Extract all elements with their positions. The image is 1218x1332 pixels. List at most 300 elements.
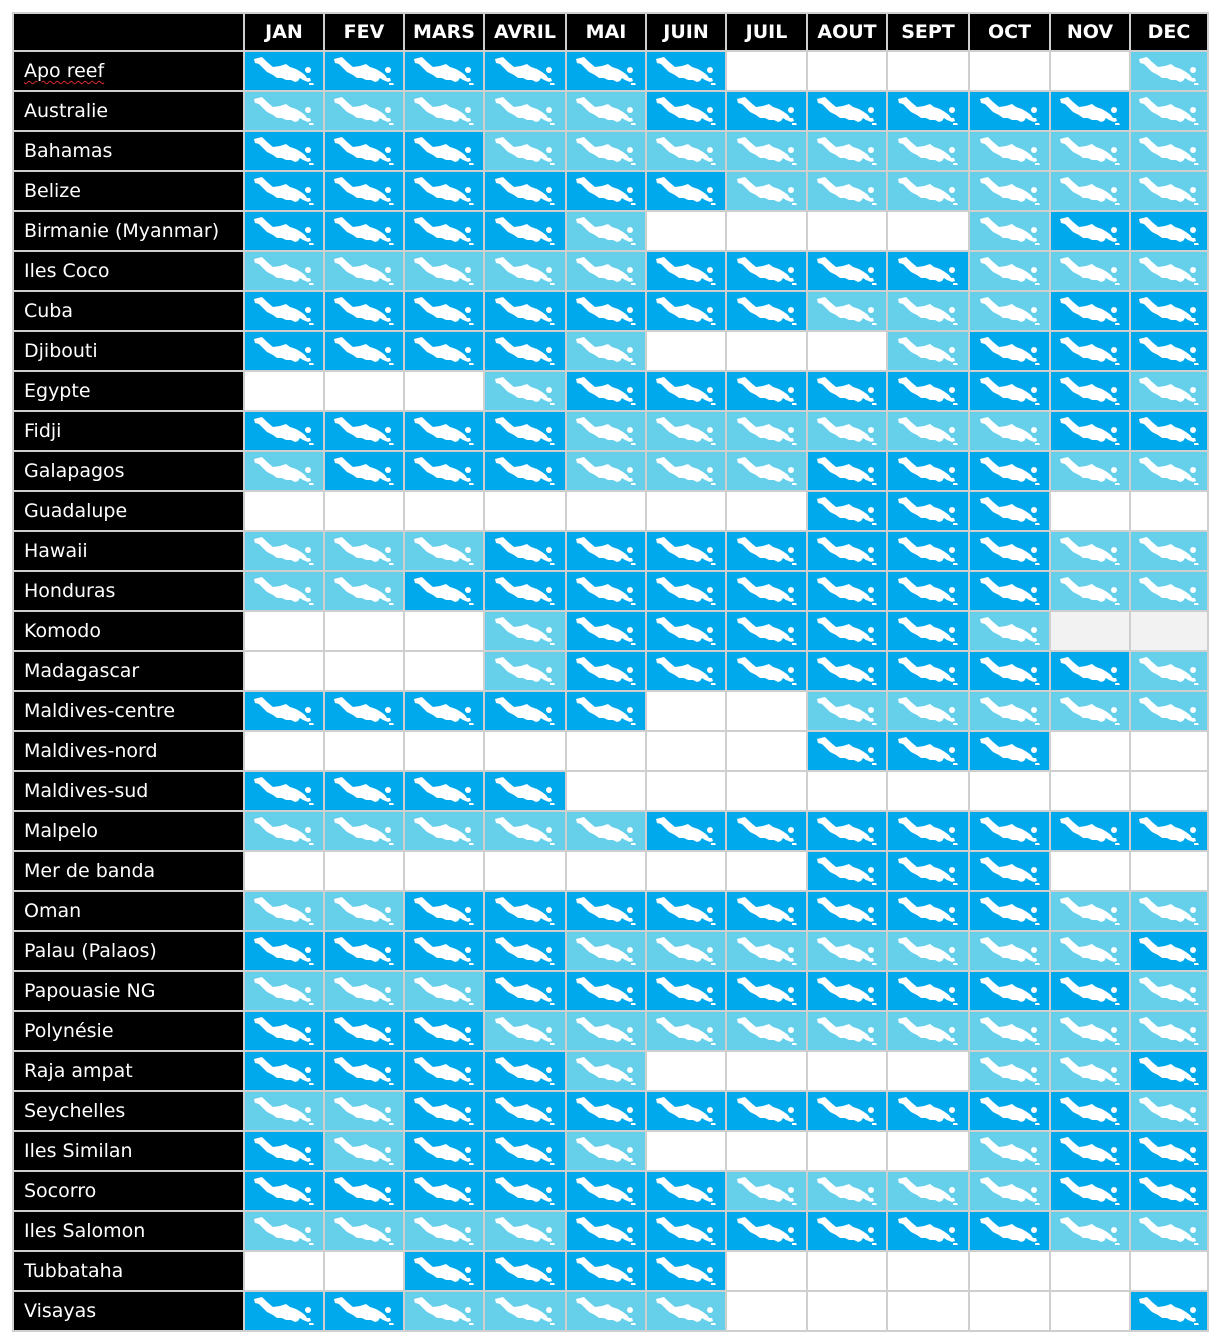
scuba-diver-icon (1051, 1136, 1129, 1166)
season-cell (404, 571, 484, 611)
scuba-diver-icon (405, 976, 483, 1006)
scuba-diver-icon (485, 1176, 565, 1206)
season-cell (887, 611, 969, 651)
season-cell (969, 371, 1050, 411)
season-cell (566, 811, 646, 851)
scuba-diver-icon (325, 896, 403, 926)
season-cell (244, 531, 324, 571)
destination-name: Oman (24, 900, 82, 922)
scuba-diver-icon (1051, 136, 1129, 166)
scuba-diver-icon (1131, 1056, 1207, 1086)
season-cell (646, 571, 726, 611)
season-cell (887, 531, 969, 571)
season-cell (244, 291, 324, 331)
season-cell (404, 371, 484, 411)
table-row (13, 371, 1208, 411)
season-cell (1130, 651, 1208, 691)
month-header: OCT (969, 13, 1050, 51)
season-cell (484, 1211, 566, 1251)
season-cell (1130, 1051, 1208, 1091)
season-cell (887, 971, 969, 1011)
table-row (13, 251, 1208, 291)
scuba-diver-icon (970, 1136, 1049, 1166)
destination-name: Cuba (24, 300, 74, 322)
season-cell (726, 971, 807, 1011)
season-cell (807, 91, 887, 131)
season-cell (566, 91, 646, 131)
season-cell (324, 1171, 404, 1211)
season-cell (807, 1171, 887, 1211)
season-cell (324, 811, 404, 851)
season-cell (807, 171, 887, 211)
season-cell (646, 691, 726, 731)
destination-label (13, 811, 244, 851)
season-cell (646, 651, 726, 691)
scuba-diver-icon (808, 256, 886, 286)
season-cell (566, 1091, 646, 1131)
season-cell (1130, 1251, 1208, 1291)
season-cell (726, 771, 807, 811)
season-cell (1130, 451, 1208, 491)
season-cell (1130, 931, 1208, 971)
scuba-diver-icon (808, 896, 886, 926)
scuba-diver-icon (647, 656, 725, 686)
scuba-diver-icon (970, 216, 1049, 246)
scuba-diver-icon (970, 736, 1049, 766)
season-cell (324, 691, 404, 731)
destination-label (13, 491, 244, 531)
season-cell (646, 1171, 726, 1211)
scuba-diver-icon (970, 256, 1049, 286)
season-cell (404, 1011, 484, 1051)
scuba-diver-icon (485, 256, 565, 286)
scuba-diver-icon (245, 456, 323, 486)
season-cell (324, 331, 404, 371)
scuba-diver-icon (1051, 256, 1129, 286)
scuba-diver-icon (808, 296, 886, 326)
season-cell (646, 731, 726, 771)
season-cell (646, 931, 726, 971)
dive-season-calendar (12, 12, 1209, 1332)
scuba-diver-icon (245, 416, 323, 446)
destination-name: Raja ampat (24, 1060, 133, 1082)
scuba-diver-icon (647, 616, 725, 646)
destination-name: Maldives-centre (24, 700, 176, 722)
scuba-diver-icon (1051, 1016, 1129, 1046)
destination-name: Polynésie (24, 1020, 114, 1042)
season-cell (726, 1171, 807, 1211)
season-cell (566, 371, 646, 411)
season-cell (726, 291, 807, 331)
scuba-diver-icon (647, 896, 725, 926)
destination-label (13, 211, 244, 251)
season-cell (1050, 1011, 1130, 1051)
season-cell (244, 971, 324, 1011)
season-cell (726, 811, 807, 851)
table-row (13, 651, 1208, 691)
table-row (13, 411, 1208, 451)
season-cell (646, 491, 726, 531)
season-cell (324, 291, 404, 331)
scuba-diver-icon (485, 576, 565, 606)
season-cell (646, 1091, 726, 1131)
season-cell (887, 1011, 969, 1051)
season-cell (1050, 291, 1130, 331)
scuba-diver-icon (888, 1176, 968, 1206)
season-cell (1130, 531, 1208, 571)
season-cell (404, 691, 484, 731)
season-cell (404, 91, 484, 131)
scuba-diver-icon (1131, 1016, 1207, 1046)
season-cell (324, 891, 404, 931)
season-cell (484, 691, 566, 731)
season-cell (646, 1211, 726, 1251)
scuba-diver-icon (325, 976, 403, 1006)
scuba-diver-icon (727, 96, 806, 126)
season-cell (807, 51, 887, 91)
destination-label (13, 1011, 244, 1051)
season-cell (969, 411, 1050, 451)
scuba-diver-icon (567, 576, 645, 606)
season-cell (566, 731, 646, 771)
season-cell (566, 931, 646, 971)
season-cell (726, 1251, 807, 1291)
destination-label (13, 1171, 244, 1211)
scuba-diver-icon (727, 416, 806, 446)
scuba-diver-icon (1051, 816, 1129, 846)
scuba-diver-icon (485, 536, 565, 566)
destination-name: Djibouti (24, 340, 98, 362)
scuba-diver-icon (888, 656, 968, 686)
scuba-diver-icon (727, 816, 806, 846)
season-cell (969, 251, 1050, 291)
season-cell (566, 131, 646, 171)
season-cell (566, 331, 646, 371)
scuba-diver-icon (245, 896, 323, 926)
season-cell (244, 1211, 324, 1251)
scuba-diver-icon (1131, 296, 1207, 326)
scuba-diver-icon (485, 136, 565, 166)
season-cell (1130, 1291, 1208, 1331)
season-cell (726, 1291, 807, 1331)
scuba-diver-icon (808, 1016, 886, 1046)
season-cell (887, 651, 969, 691)
season-cell (244, 211, 324, 251)
season-cell (807, 1011, 887, 1051)
scuba-diver-icon (485, 376, 565, 406)
season-cell (726, 1011, 807, 1051)
scuba-diver-icon (808, 976, 886, 1006)
scuba-diver-icon (567, 696, 645, 726)
scuba-diver-icon (567, 936, 645, 966)
scuba-diver-icon (888, 456, 968, 486)
season-cell (484, 91, 566, 131)
season-cell (1050, 171, 1130, 211)
scuba-diver-icon (1131, 456, 1207, 486)
scuba-diver-icon (970, 976, 1049, 1006)
scuba-diver-icon (1131, 896, 1207, 926)
destination-label (13, 531, 244, 571)
scuba-diver-icon (245, 136, 323, 166)
scuba-diver-icon (405, 256, 483, 286)
scuba-diver-icon (567, 216, 645, 246)
scuba-diver-icon (567, 1216, 645, 1246)
season-cell (887, 891, 969, 931)
season-cell (887, 131, 969, 171)
scuba-diver-icon (485, 216, 565, 246)
season-cell (1050, 1171, 1130, 1211)
season-cell (566, 411, 646, 451)
season-cell (1050, 491, 1130, 531)
season-cell (404, 451, 484, 491)
season-cell (1130, 611, 1208, 651)
season-cell (1050, 1291, 1130, 1331)
scuba-diver-icon (647, 176, 725, 206)
scuba-diver-icon (970, 96, 1049, 126)
table-row (13, 1011, 1208, 1051)
season-cell (1130, 411, 1208, 451)
season-cell (1050, 891, 1130, 931)
season-cell (807, 611, 887, 651)
header-row (13, 13, 1208, 51)
scuba-diver-icon (485, 1016, 565, 1046)
season-cell (1130, 1131, 1208, 1171)
scuba-diver-icon (485, 416, 565, 446)
scuba-diver-icon (1131, 376, 1207, 406)
season-cell (807, 891, 887, 931)
season-cell (566, 851, 646, 891)
season-cell (244, 1051, 324, 1091)
table-row (13, 1251, 1208, 1291)
season-cell (1050, 331, 1130, 371)
scuba-diver-icon (647, 1016, 725, 1046)
destination-label (13, 451, 244, 491)
scuba-diver-icon (405, 216, 483, 246)
scuba-diver-icon (485, 96, 565, 126)
season-cell (1130, 1091, 1208, 1131)
scuba-diver-icon (405, 936, 483, 966)
season-cell (404, 51, 484, 91)
season-cell (244, 611, 324, 651)
season-cell (404, 851, 484, 891)
table-row (13, 811, 1208, 851)
table-row (13, 531, 1208, 571)
season-cell (484, 451, 566, 491)
scuba-diver-icon (808, 696, 886, 726)
destination-label (13, 771, 244, 811)
scuba-diver-icon (485, 616, 565, 646)
scuba-diver-icon (245, 1296, 323, 1326)
season-cell (244, 131, 324, 171)
scuba-diver-icon (325, 776, 403, 806)
scuba-diver-icon (567, 1176, 645, 1206)
scuba-diver-icon (405, 816, 483, 846)
season-cell (404, 1211, 484, 1251)
scuba-diver-icon (245, 696, 323, 726)
season-cell (484, 611, 566, 651)
scuba-diver-icon (1051, 936, 1129, 966)
calendar-body (13, 51, 1208, 1331)
scuba-diver-icon (888, 896, 968, 926)
scuba-diver-icon (405, 1256, 483, 1286)
season-cell (484, 411, 566, 451)
scuba-diver-icon (567, 656, 645, 686)
season-cell (1130, 91, 1208, 131)
season-cell (1130, 291, 1208, 331)
scuba-diver-icon (567, 1136, 645, 1166)
season-cell (726, 1211, 807, 1251)
season-cell (404, 1171, 484, 1211)
month-header: DEC (1130, 13, 1208, 51)
season-cell (887, 1051, 969, 1091)
season-cell (969, 851, 1050, 891)
scuba-diver-icon (1131, 656, 1207, 686)
scuba-diver-icon (1131, 56, 1207, 86)
season-cell (807, 211, 887, 251)
season-cell (1050, 451, 1130, 491)
season-cell (1130, 331, 1208, 371)
scuba-diver-icon (567, 56, 645, 86)
scuba-diver-icon (485, 656, 565, 686)
table-row (13, 91, 1208, 131)
season-cell (646, 331, 726, 371)
season-cell (324, 531, 404, 571)
season-cell (1130, 771, 1208, 811)
season-cell (566, 771, 646, 811)
scuba-diver-icon (567, 176, 645, 206)
scuba-diver-icon (888, 816, 968, 846)
season-cell (484, 931, 566, 971)
scuba-diver-icon (245, 1136, 323, 1166)
destination-name: Egypte (24, 380, 91, 402)
scuba-diver-icon (1131, 536, 1207, 566)
table-row (13, 451, 1208, 491)
season-cell (807, 851, 887, 891)
scuba-diver-icon (970, 896, 1049, 926)
season-cell (404, 931, 484, 971)
table-row (13, 291, 1208, 331)
season-cell (726, 1131, 807, 1171)
season-cell (726, 611, 807, 651)
season-cell (726, 1051, 807, 1091)
season-cell (726, 211, 807, 251)
scuba-diver-icon (1051, 376, 1129, 406)
season-cell (244, 1091, 324, 1131)
scuba-diver-icon (567, 296, 645, 326)
season-cell (807, 651, 887, 691)
season-cell (1130, 171, 1208, 211)
scuba-diver-icon (325, 296, 403, 326)
scuba-diver-icon (647, 576, 725, 606)
season-cell (1130, 691, 1208, 731)
season-cell (1130, 1211, 1208, 1251)
season-cell (566, 1051, 646, 1091)
scuba-diver-icon (1131, 216, 1207, 246)
destination-name: Honduras (24, 580, 116, 602)
season-cell (1050, 971, 1130, 1011)
scuba-diver-icon (970, 376, 1049, 406)
scuba-diver-icon (647, 296, 725, 326)
season-cell (1130, 211, 1208, 251)
season-cell (969, 1251, 1050, 1291)
scuba-diver-icon (888, 296, 968, 326)
season-cell (324, 491, 404, 531)
scuba-diver-icon (808, 576, 886, 606)
scuba-diver-icon (970, 616, 1049, 646)
scuba-diver-icon (485, 1096, 565, 1126)
season-cell (969, 811, 1050, 851)
season-cell (726, 931, 807, 971)
scuba-diver-icon (567, 976, 645, 1006)
season-cell (244, 1131, 324, 1171)
season-cell (969, 131, 1050, 171)
season-cell (566, 611, 646, 651)
scuba-diver-icon (325, 1296, 403, 1326)
season-cell (324, 91, 404, 131)
scuba-diver-icon (888, 496, 968, 526)
scuba-diver-icon (325, 136, 403, 166)
season-cell (566, 1171, 646, 1211)
season-cell (726, 851, 807, 891)
scuba-diver-icon (727, 1016, 806, 1046)
season-cell (324, 451, 404, 491)
season-cell (566, 571, 646, 611)
season-cell (646, 1291, 726, 1331)
scuba-diver-icon (647, 456, 725, 486)
month-header: FEV (324, 13, 404, 51)
season-cell (484, 1251, 566, 1291)
season-cell (807, 1211, 887, 1251)
destination-label (13, 971, 244, 1011)
scuba-diver-icon (970, 816, 1049, 846)
scuba-diver-icon (888, 376, 968, 406)
table-row (13, 171, 1208, 211)
scuba-diver-icon (808, 616, 886, 646)
season-cell (969, 691, 1050, 731)
table-row (13, 771, 1208, 811)
season-cell (484, 651, 566, 691)
scuba-diver-icon (1051, 576, 1129, 606)
scuba-diver-icon (245, 976, 323, 1006)
scuba-diver-icon (405, 896, 483, 926)
season-cell (807, 1251, 887, 1291)
scuba-diver-icon (485, 336, 565, 366)
table-row (13, 891, 1208, 931)
scuba-diver-icon (647, 1256, 725, 1286)
scuba-diver-icon (567, 1296, 645, 1326)
season-cell (969, 451, 1050, 491)
season-cell (726, 251, 807, 291)
season-cell (484, 251, 566, 291)
season-cell (244, 91, 324, 131)
season-cell (404, 171, 484, 211)
season-cell (1130, 851, 1208, 891)
table-row (13, 931, 1208, 971)
scuba-diver-icon (808, 496, 886, 526)
scuba-diver-icon (970, 136, 1049, 166)
destination-name: Komodo (24, 620, 101, 642)
scuba-diver-icon (647, 1176, 725, 1206)
scuba-diver-icon (1131, 136, 1207, 166)
scuba-diver-icon (727, 456, 806, 486)
table-row (13, 131, 1208, 171)
scuba-diver-icon (808, 416, 886, 446)
season-cell (566, 1251, 646, 1291)
table-row (13, 571, 1208, 611)
season-cell (726, 731, 807, 771)
destination-name: Palau (Palaos) (24, 940, 157, 962)
season-cell (646, 291, 726, 331)
